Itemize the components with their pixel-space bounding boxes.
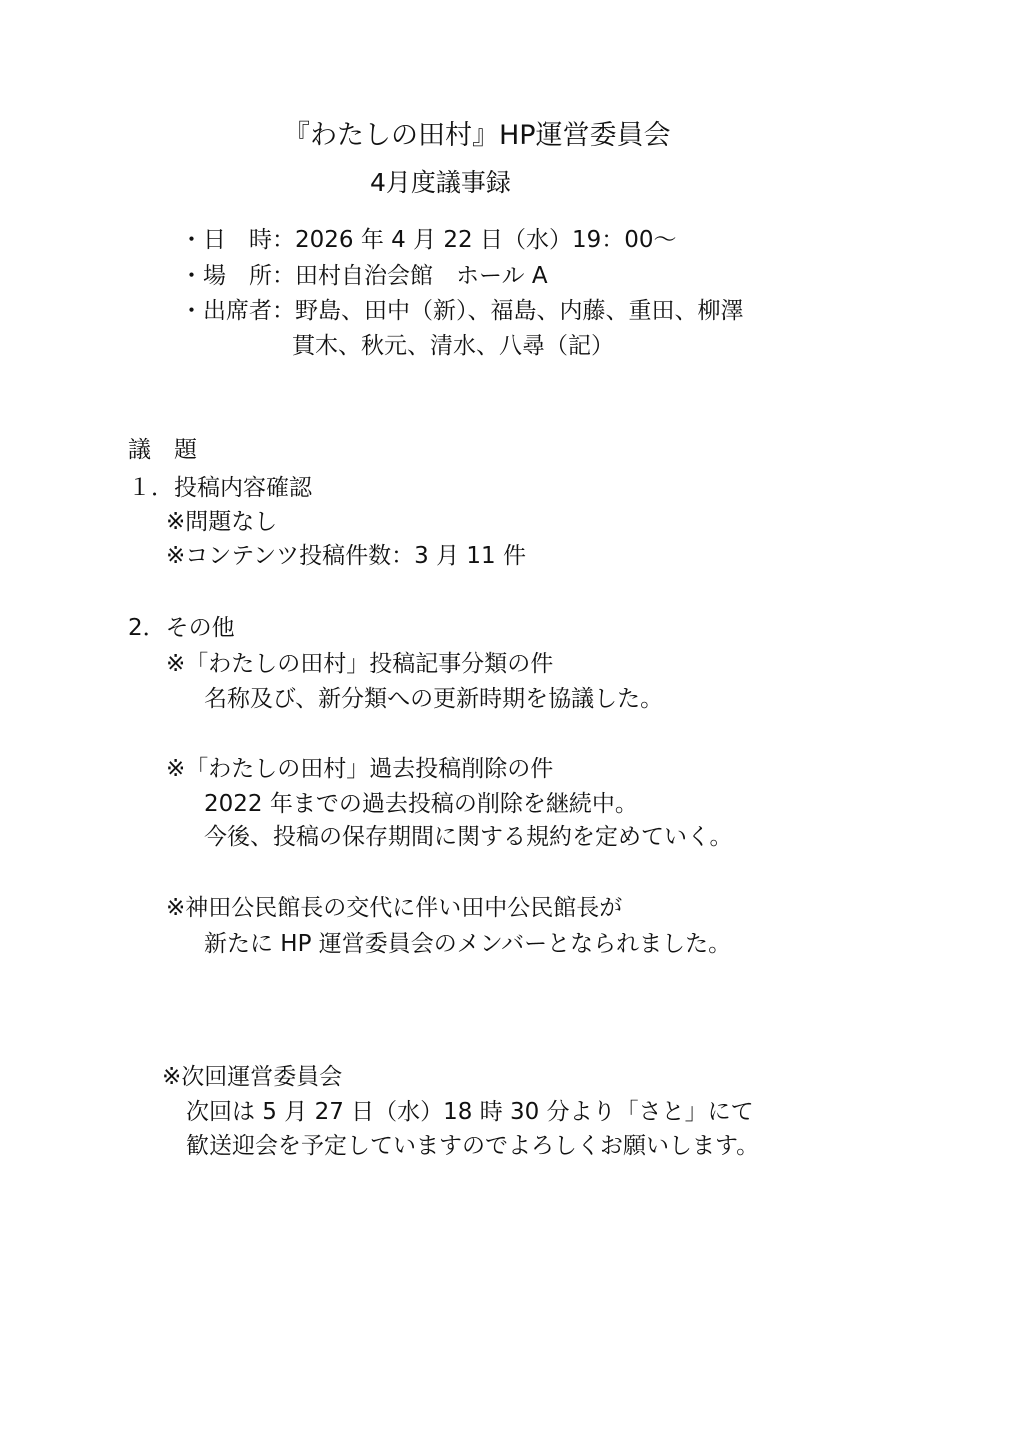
agenda-item-1-count: ※コンテンツ投稿件数：3 月 11 件 (166, 543, 526, 569)
meeting-attendees-line-1: ・出席者：野島、田中（新）、福島、内藤、重田、柳澤 (180, 298, 744, 324)
meeting-datetime: ・日 時：2026 年 4 月 22 日（水）19：00～ (180, 227, 677, 253)
topic-1-body: 名称及び、新分類への更新時期を協議した。 (204, 686, 664, 712)
topic-2-body-2: 今後、投稿の保存期間に関する規約を定めていく。 (204, 824, 733, 850)
agenda-item-1-heading: １．投稿内容確認 (128, 475, 312, 501)
document-title: 『わたしの田村』HP運営委員会 (283, 120, 671, 151)
next-meeting-body-2: 歓送迎会を予定していますのでよろしくお願いします。 (186, 1133, 760, 1159)
topic-2-body-1: 2022 年までの過去投稿の削除を継続中。 (204, 791, 638, 817)
next-meeting-heading: ※次回運営委員会 (162, 1064, 343, 1090)
topic-2-heading: ※「わたしの田村」過去投稿削除の件 (166, 756, 554, 782)
topic-1-heading: ※「わたしの田村」投稿記事分類の件 (166, 651, 554, 677)
agenda-item-1-note: ※問題なし (166, 509, 278, 535)
agenda-heading: 議 題 (128, 437, 197, 463)
document-subtitle: 4月度議事録 (370, 168, 511, 197)
meeting-attendees-line-2: 貫木、秋元、清水、八尋（記） (292, 333, 614, 359)
topic-3-heading: ※神田公民館長の交代に伴い田中公民館長が (166, 895, 623, 921)
agenda-item-2-heading: 2．その他 (128, 615, 235, 641)
next-meeting-body-1: 次回は 5 月 27 日（水）18 時 30 分より「さと」にて (186, 1099, 754, 1125)
topic-3-body: 新たに HP 運営委員会のメンバーとなられました。 (204, 931, 732, 957)
meeting-place: ・場 所：田村自治会館 ホール A (180, 263, 548, 289)
